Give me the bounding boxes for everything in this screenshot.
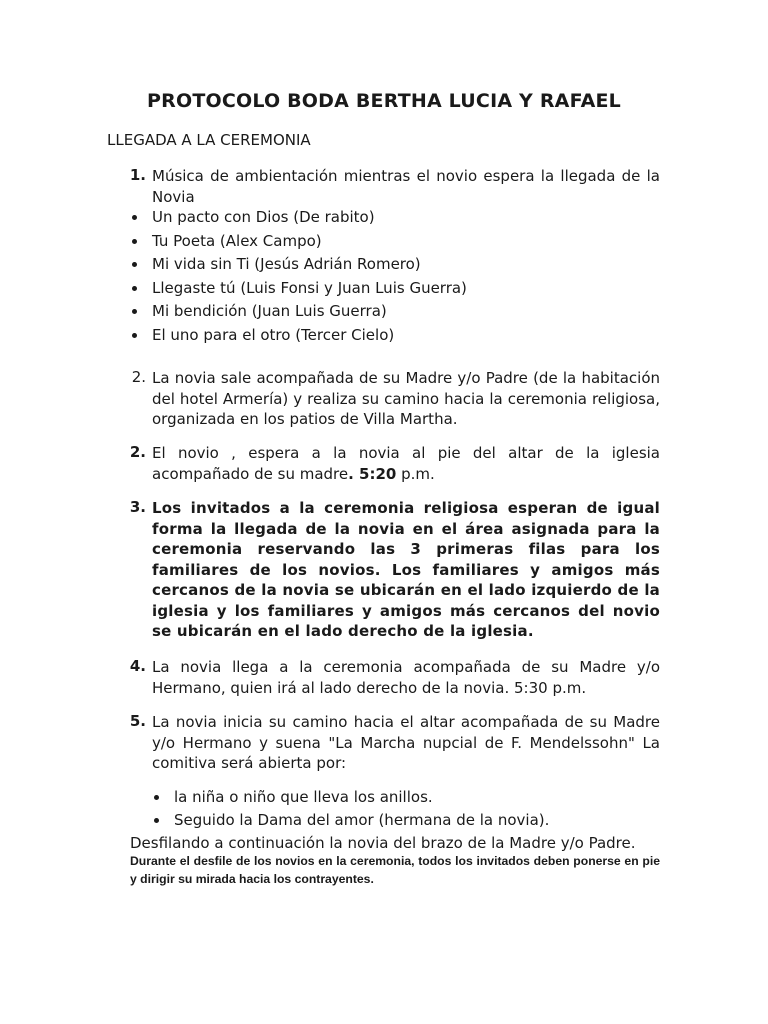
song-item: Mi bendición (Juan Luis Guerra) bbox=[152, 302, 387, 320]
item-number: 2. bbox=[129, 443, 146, 461]
item-text: La novia llega a la ceremonia acompañada de su Madre y/o Hermano, quien irá al lado derecho de la novia. 5:30 p.m. bbox=[152, 658, 660, 697]
song-item: Tu Poeta (Alex Campo) bbox=[152, 232, 322, 250]
bullet bbox=[154, 818, 159, 823]
item-text: El novio , espera a la novia al pie del altar de la iglesia acompañado de su madre bbox=[152, 444, 660, 483]
item-time-suffix: p.m. bbox=[396, 464, 435, 483]
song-item: Un pacto con Dios (De rabito) bbox=[152, 208, 375, 226]
item-text: La novia inicia su camino hacia el altar acompañada de su Madre y/o Hermano y suena "La Marcha nupcial de F. Mendelssohn" La comitiva será abierta por: bbox=[152, 713, 660, 772]
bullet bbox=[132, 333, 137, 338]
bullet bbox=[132, 262, 137, 267]
song-item: Llegaste tú (Luis Fonsi y Juan Luis Guerra) bbox=[152, 279, 467, 297]
bullet bbox=[132, 286, 137, 291]
item-text: Música de ambientación mientras el novio espera la llegada de la Novia bbox=[152, 167, 660, 206]
bullet bbox=[132, 309, 137, 314]
item-number: 3. bbox=[129, 498, 146, 516]
closing-line: Desfilando a continuación la novia del brazo de la Madre y/o Padre. bbox=[130, 834, 636, 852]
item-number: 2. bbox=[131, 368, 146, 386]
document-title: PROTOCOLO BODA BERTHA LUCIA Y RAFAEL bbox=[147, 90, 621, 112]
bullet bbox=[132, 239, 137, 244]
item-text: La novia sale acompañada de su Madre y/o Padre (de la habitación del hotel Armería) y realiza su camino hacia la ceremonia religiosa, organizada en los patios de Villa Martha. bbox=[152, 369, 660, 428]
song-item: Mi vida sin Ti (Jesús Adrián Romero) bbox=[152, 255, 421, 273]
bullet bbox=[154, 795, 159, 800]
comitiva-item: Seguido la Dama del amor (hermana de la novia). bbox=[174, 811, 550, 829]
comitiva-item: la niña o niño que lleva los anillos. bbox=[174, 788, 433, 806]
song-item: El uno para el otro (Tercer Cielo) bbox=[152, 326, 395, 344]
section-heading: LLEGADA A LA CEREMONIA bbox=[107, 131, 311, 149]
item-time: . 5:20 bbox=[348, 464, 397, 483]
item-text-group bbox=[152, 443, 660, 484]
item-number: 1. bbox=[129, 166, 146, 184]
bullet bbox=[132, 215, 137, 220]
item-text: Los invitados a la ceremonia religiosa esperan de igual forma la llegada de la novia en el área asignada para la ceremonia reservando las 3 primeras filas para los familiares de los novios. Los familiares y amigos más cercanos de la novia se ubicarán en el lado izquierdo de la iglesia y los familiares y amigos más cercanos del novio se ubicarán en el lado derecho de la iglesia. bbox=[152, 499, 660, 640]
item-number: 5. bbox=[129, 712, 146, 730]
protocol-note: Durante el desfile de los novios en la ceremonia, todos los invitados deben ponerse en pie y dirigir su mirada hacia los contrayentes. bbox=[130, 854, 660, 886]
item-number: 4. bbox=[129, 657, 146, 675]
